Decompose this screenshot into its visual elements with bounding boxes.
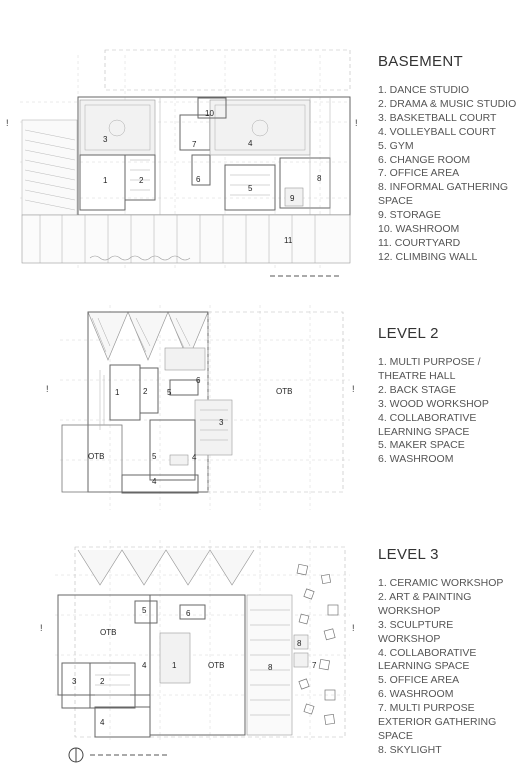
room-label: 3 bbox=[103, 135, 108, 144]
room-label: 5 bbox=[142, 606, 147, 615]
legend-item: 1. DANCE STUDIO bbox=[378, 84, 470, 96]
room-label: 4 bbox=[100, 718, 105, 727]
room-label: 2 bbox=[139, 176, 144, 185]
legend-item: 8. INFORMAL GATHERING SPACE bbox=[378, 181, 509, 208]
room-label: 5 bbox=[167, 388, 172, 397]
legend-item: 1. CERAMIC WORKSHOP bbox=[378, 577, 504, 589]
legend-item: 4. VOLLEYBALL COURT bbox=[378, 125, 496, 138]
room-label: 10 bbox=[205, 109, 214, 118]
level3-title: LEVEL 3 bbox=[378, 546, 439, 563]
section-marker-right: ! bbox=[352, 384, 355, 394]
legend-item: 3. BASKETBALL COURT bbox=[378, 111, 497, 124]
legend-item: 2. BACK STAGE bbox=[378, 383, 456, 396]
room-label: 11 bbox=[284, 236, 293, 245]
legend-item: 5. GYM bbox=[378, 139, 414, 152]
room-label: 5 bbox=[152, 452, 157, 461]
section-marker-left: ! bbox=[46, 384, 49, 394]
legend-item: 12. CLIMBING WALL bbox=[378, 250, 478, 263]
climbing-wall-zone bbox=[22, 120, 77, 215]
legend-item: 3. SCULPTURE WORKSHOP bbox=[378, 618, 454, 645]
room-label: 8 bbox=[297, 639, 302, 648]
legend-item: 6. WASHROOM bbox=[378, 688, 454, 701]
level2-room-list bbox=[378, 356, 518, 467]
otb-label: OTB bbox=[100, 628, 117, 637]
room-label: 3 bbox=[72, 677, 77, 686]
level3-room-list bbox=[378, 577, 518, 758]
legend-item: 8. SKYLIGHT bbox=[378, 743, 442, 756]
room-label: 3 bbox=[219, 418, 224, 427]
legend-item: 3. WOOD WORKSHOP bbox=[378, 397, 489, 410]
section-marker-right: ! bbox=[355, 118, 358, 128]
legend-item: 9. STORAGE bbox=[378, 209, 441, 222]
basement-plan-drawing bbox=[0, 40, 365, 280]
level3-legend bbox=[378, 546, 518, 758]
legend-item: 6. CHANGE ROOM bbox=[378, 153, 471, 166]
level2-title: LEVEL 2 bbox=[378, 325, 439, 342]
room-label: 1 bbox=[115, 388, 120, 397]
room-label: 2 bbox=[143, 387, 148, 396]
room-label: 7 bbox=[192, 140, 197, 149]
room-label: 7 bbox=[312, 661, 317, 670]
room-label: 1 bbox=[172, 661, 177, 670]
room-label: 6 bbox=[196, 376, 201, 385]
legend-item: 5. MAKER SPACE bbox=[378, 439, 465, 452]
level2-plan-drawing bbox=[0, 300, 365, 515]
room-label: 1 bbox=[103, 176, 108, 185]
courtyard-zone bbox=[22, 215, 350, 263]
room-label: 5 bbox=[248, 184, 253, 193]
section-marker-right: ! bbox=[352, 623, 355, 633]
level3-plan bbox=[0, 535, 365, 768]
basement-plan bbox=[0, 40, 365, 280]
room-label: 6 bbox=[196, 175, 201, 184]
basement-legend bbox=[378, 53, 518, 265]
legend-item: 2. DRAMA & MUSIC STUDIO bbox=[378, 97, 517, 110]
basement-title: BASEMENT bbox=[378, 53, 463, 70]
section-marker-left: ! bbox=[40, 623, 43, 633]
level3-plan-drawing bbox=[0, 535, 365, 768]
legend-item: 10. WASHROOM bbox=[378, 223, 460, 236]
legend-item: 1. MULTI PURPOSE / THEATRE HALL bbox=[378, 356, 481, 382]
room-label: 8 bbox=[268, 663, 273, 672]
room-label: 4 bbox=[192, 453, 197, 462]
legend-item: 11. COURTYARD bbox=[378, 236, 461, 249]
room-label: 4 bbox=[152, 477, 157, 486]
otb-label: OTB bbox=[208, 661, 225, 670]
legend-item: 4. COLLABORATIVE LEARNING SPACE bbox=[378, 411, 477, 438]
legend-item: 6. WASHROOM bbox=[378, 453, 454, 466]
room-label: 4 bbox=[142, 661, 147, 670]
room-label: 8 bbox=[317, 174, 322, 183]
level2-legend bbox=[378, 325, 518, 467]
zigzag-roof bbox=[78, 550, 254, 585]
legend-item: 5. OFFICE AREA bbox=[378, 674, 460, 687]
basement-room-list bbox=[378, 84, 518, 265]
section-marker-left: ! bbox=[6, 118, 9, 128]
level2-plan bbox=[0, 300, 365, 515]
room-label: 4 bbox=[248, 139, 253, 148]
level2-walls bbox=[100, 348, 232, 493]
otb-label: OTB bbox=[88, 452, 105, 461]
legend-item: 7. OFFICE AREA bbox=[378, 167, 460, 180]
legend-item: 2. ART & PAINTING WORKSHOP bbox=[378, 590, 472, 617]
legend-item: 4. COLLABORATIVE LEARNING SPACE bbox=[378, 646, 477, 673]
room-label: 6 bbox=[186, 609, 191, 618]
otb-label: OTB bbox=[276, 387, 293, 396]
room-label: 2 bbox=[100, 677, 105, 686]
room-label: 9 bbox=[290, 194, 295, 203]
legend-item: 7. MULTI PURPOSE EXTERIOR GATHERING SPACE bbox=[378, 702, 497, 742]
